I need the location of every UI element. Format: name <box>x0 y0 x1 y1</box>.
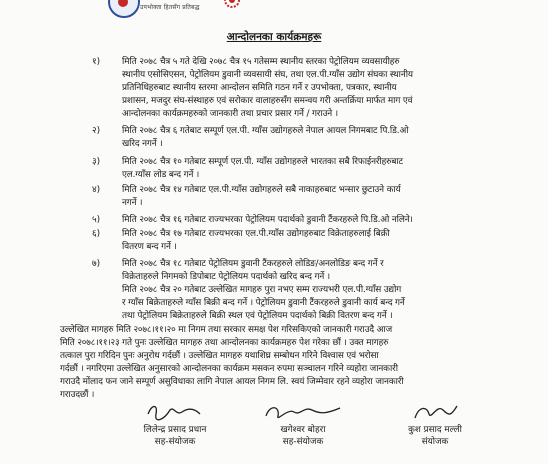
item-text-line: मिति २०७८ चैत्र १८ गतेबाट पेट्रोलियम डुवानी टैंकरहरुले लोडिङ/अनलोडिङ बन्द गर्ने र <box>122 259 384 269</box>
item-number: ४) <box>92 185 101 195</box>
signature-block <box>0 400 548 464</box>
item-text-line: मिति २०७८ चैत्र १० गतेबाट सम्पूर्ण एल.पी. ग्याँस उद्योगहरुले भारतका सबै रिफाईनरीहरुबाट <box>122 157 403 167</box>
signatory-role: संयोजक <box>421 437 449 447</box>
item-number: १) <box>92 57 101 67</box>
signatory-name: कुश प्रसाद मल्ली <box>408 425 462 435</box>
letterhead <box>0 0 548 22</box>
item-text-line: प्रशासन, मजदुर संघ-संस्थाहरु एवं सरोकार वालाहरुसँग समन्वय गरी अन्तर्क्रिया मार्फत माग एवं <box>122 96 413 106</box>
item-text-line: वितरण बन्द गर्ने । <box>122 242 177 252</box>
item-text-line: मिति २०७८ चैत्र १७ गतेबाट राज्यभरका एल.पी.ग्याँस उद्योगहरुबाट विक्रेताहरुलाई बिक्री <box>122 229 390 239</box>
item-text-line: मिति २०७८ चैत्र १६ गतेबाट राज्यभरका पेट्रोलियम पदार्थको डुवानी टैंकरहरुले पि.डि.ओ नलिने। <box>122 215 413 225</box>
emblem-icon <box>219 0 245 12</box>
item-number: ३) <box>92 157 101 167</box>
signatory-2 <box>238 400 368 448</box>
item-text-line: स्थानीय एसोसिएसन, पेट्रोलियम डुवानी व्यवसायी संघ, तथा एल.पी.ग्याँस उद्योग संघका स्थानीय <box>122 70 413 80</box>
item-text-line: एल.ग्याँस लोड बन्द गर्ने । <box>122 170 200 180</box>
paragraph-line: मिति २०७८।११।२३ गते पुनः उल्लेखित मागहरु तथा आन्दोलनका कार्यक्रमहरु पेश गरेका छौं । उक्त मागहरु <box>60 338 389 348</box>
paragraph-line: गर्दछौं । नगरिएमा उल्लेखित अनुसारको आन्दोलनका कार्यक्रम मसकन रुपमा सञ्चालन गरिने व्यहोरा जानकारी <box>60 364 398 374</box>
item-text-line: आन्दोलनका कार्यक्रमहरुको जानकारी तथा प्रचार प्रसार गर्ने / गराउने । <box>122 109 338 119</box>
signatory-3 <box>370 400 500 448</box>
signature-icon <box>140 400 210 424</box>
item-text-line: प्रतिनिधिहरुबाट स्थानीय स्तरमा आन्दोलन समिति गठन गर्ने र उपभोक्ता, पत्रकार, स्थानीय <box>122 83 397 93</box>
item-text-line: मिति २०७८ चैत्र ६ गतेबाट सम्पूर्ण एल.पी. ग्याँस उद्योगहरुले नेपाल आयल निगमबाट पि.डि.ओ <box>122 126 409 136</box>
signature-icon <box>405 400 465 424</box>
item-number: ५) <box>92 215 101 225</box>
signatory-role: सह-संयोजक <box>154 437 196 447</box>
organization-logo-icon <box>108 0 140 18</box>
item-text-line: मिति २०७८ चैत्र १४ गतेबाट एल.पी.ग्याँस उद्योगहरुले सबै नाकाहरुबाट भन्सार छुटाउने कार्य <box>122 185 401 195</box>
item-number: ६) <box>92 229 101 239</box>
paragraph-line: गराउदै मोंलाद फन जाने सम्पूर्ण असुविधाका लागि नेपाल आयल निगम लि. स्वयं जिम्मेवार रहने व्यहोरा जानकारी <box>60 377 404 387</box>
item-number: ७) <box>92 259 101 269</box>
letterhead-tagline: उपभोक्ता हितसँग प्रतिबद्ध <box>140 4 200 11</box>
item-text-line: खरिद नगर्ने । <box>122 139 163 149</box>
item-text-line: नगर्ने । <box>122 198 143 208</box>
document-title: आन्दोलनका कार्यक्रमहरू <box>226 31 322 43</box>
item-text-line: र ग्याँस बिक्रेताहरुले ग्याँस बिक्री बन्द गर्ने । पेट्रोलियम डुवानी टैंकरहरुले डुवानी कार्य बन्द गर्ने <box>122 298 405 308</box>
item-number: २) <box>92 126 101 136</box>
item-text-line: विक्रेताहरुले निगमको डिपोबाट पेट्रोलियम पदार्थको खरिद बन्द गर्ने । <box>122 272 331 282</box>
item-text-line: मिति २०७८ चैत्र २० गतेबाट उल्लेखित मागहरु पुरा नभए सम्म राज्यभरी एल.पी.ग्याँस उद्योग <box>122 285 402 295</box>
paragraph-line: तत्काल पुरा गरिदिन पुनः अनुरोध गर्दछौं । उल्लेखित मागहरु यथाशिघ्र सम्बोधन गरिने विश्वास एवं भरोसा <box>60 351 379 361</box>
signatory-name: खगेश्वर बोहरा <box>280 425 326 435</box>
signatory-1 <box>110 400 240 448</box>
paragraph-line: गराउदछौं । <box>60 390 95 400</box>
signatory-name: लिलेन्द्र प्रसाद प्रधान <box>143 425 207 435</box>
paragraph-line: उल्लेखित मागहरु मिति २०७८।११।२० मा निगम तथा सरकार समक्ष पेश गरिसकिएको जानकारी गराउदै आज <box>60 325 393 335</box>
item-text-line: तथा पेट्रोलियम बिक्रेताहरुले बिक्री स्थल एवं पेट्रोलियम पदार्थको बिक्री वितरण बन्द गर्ने । <box>122 311 393 321</box>
signatory-role: सह-संयोजक <box>282 437 324 447</box>
signature-icon <box>260 400 346 424</box>
item-text-line: मिति २०७८ चैत्र ५ गते देखि २०७८ चैत्र १५ गतेसम्म स्थानीय स्तरका पेट्रोलियम व्यवसायीहरु <box>122 57 400 67</box>
